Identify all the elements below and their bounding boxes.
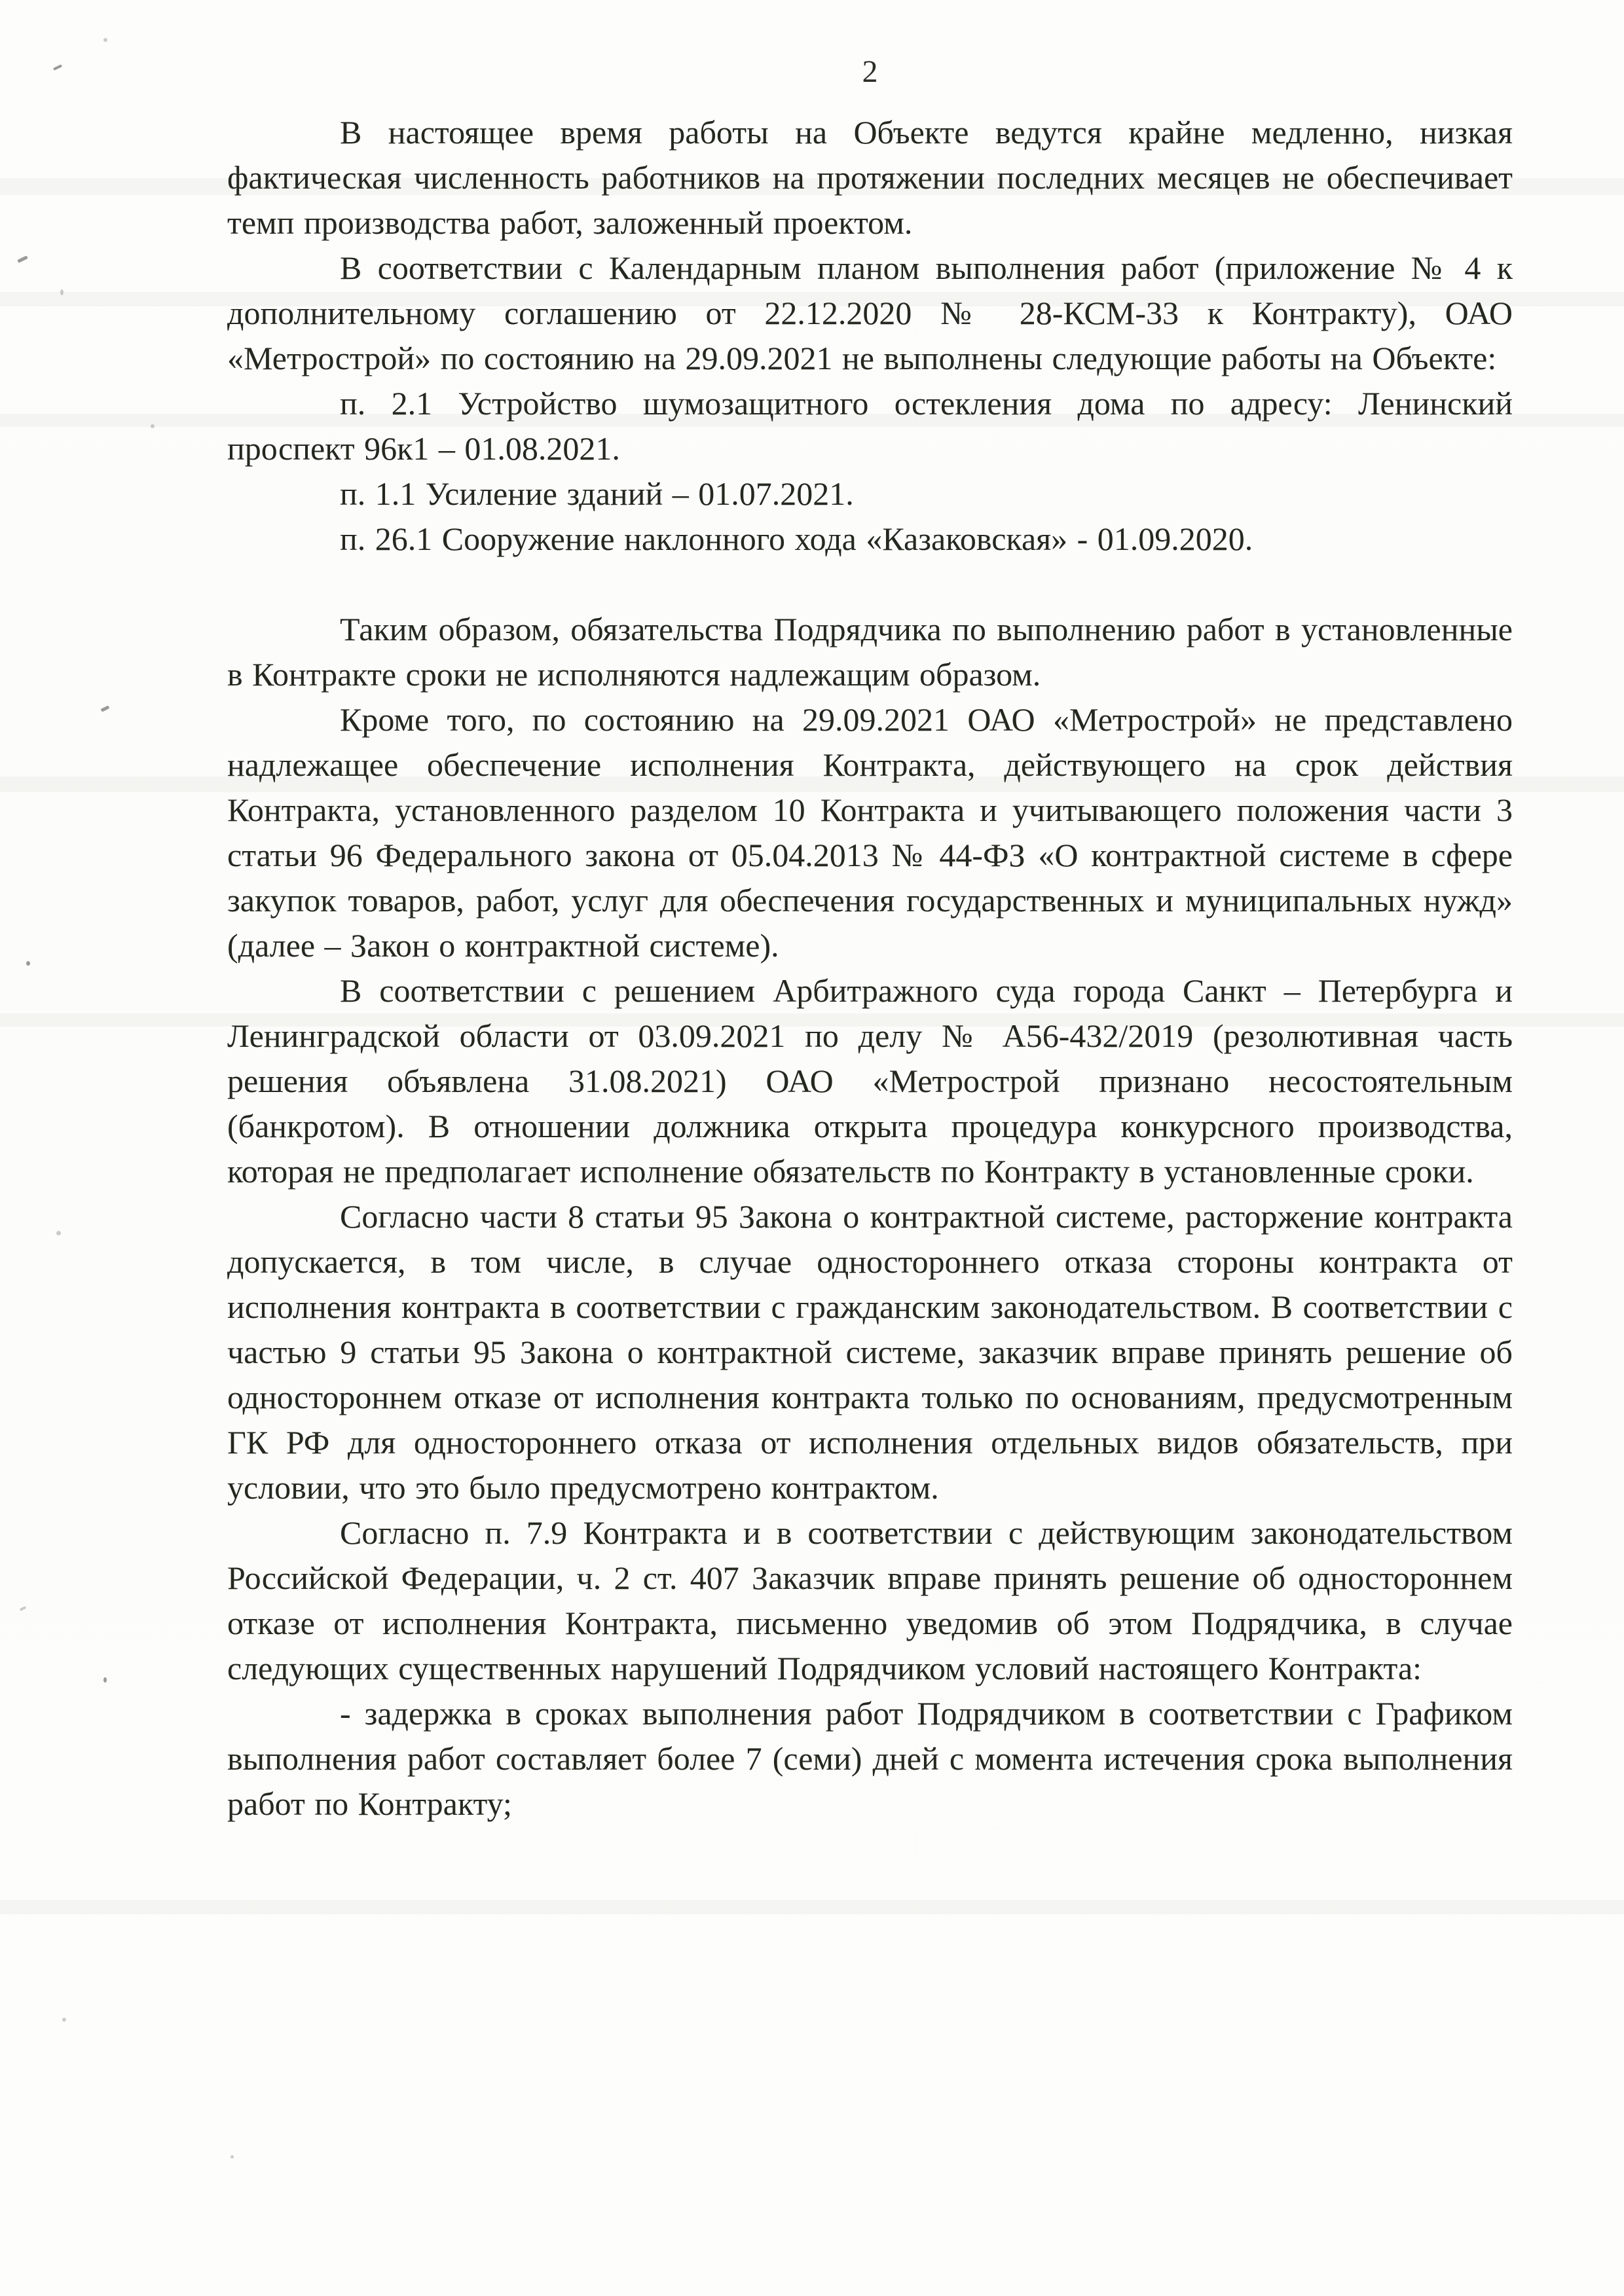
para-calendar-plan: В соответствии с Календарным планом выполнения работ (приложение № 4 к дополнительному соглашению от 22.12.2020 № 28-КСМ-33 к Контракту), ОАО «Метрострой» по состоянию на 29.09.2021 не выполнены следующие работы на Объекте: — [227, 249, 1513, 376]
para-contract-clause-7-9: Согласно п. 7.9 Контракта и в соответствии с действующим законодательством Российской Федерации, ч. 2 ст. 407 Заказчик вправе принять решение об одностороннем отказе от исполнения Контракта, письменно уведомив об этом Подрядчика, в случае следующих существенных нарушений Подрядчиком условий настоящего Контракта: — [227, 1514, 1513, 1686]
scan-artifact-band — [0, 1900, 1624, 1914]
item-p-2-1: п. 2.1 Устройство шумозащитного остекления дома по адресу: Ленинский проспект 96к1 – 01.08.2021. — [227, 385, 1513, 467]
page-number: 2 — [862, 54, 878, 89]
scan-speck — [60, 289, 64, 295]
para-law-article-95: Согласно части 8 статьи 95 Закона о контрактной системе, расторжение контракта допускается, в том числе, в случае одностороннего отказа стороны контракта от исполнения контракта в соответствии с гражданским законодательством. В соответствии с частью 9 статьи 95 Закона о контрактной системе, заказчик вправе принять решение об одностороннем отказе от исполнения контракта только по основаниям, предусмотренным ГК РФ для одностороннего отказа от исполнения отдельных видов обязательств, при условии, что это было предусмотрено контрактом. — [227, 1198, 1513, 1506]
scan-speck — [62, 2018, 66, 2022]
para-contract-security: Кроме того, по состоянию на 29.09.2021 ОАО «Метрострой» не представлено надлежащее обеспечение исполнения Контракта, действующего на срок действия Контракта, установленного разделом 10 Контракта и учитывающего положения части 3 статьи 96 Федерального закона от 05.04.2013 № 44-ФЗ «О контрактной системе в сфере закупок товаров, работ, услуг для обеспечения государственных и муниципальных нужд» (далее – Закон о контрактной системе). — [227, 701, 1513, 964]
scan-speck — [20, 1606, 27, 1611]
scan-speck — [151, 424, 155, 428]
scan-speck — [17, 255, 28, 263]
scan-speck — [56, 1231, 61, 1235]
item-p-26-1: п. 26.1 Сооружение наклонного хода «Казаковская» - 01.09.2020. — [340, 520, 1253, 557]
scan-speck — [26, 961, 30, 966]
para-conclusion-obligations: Таким образом, обязательства Подрядчика по выполнению работ в установленные в Контракте сроки не исполняются надлежащим образом. — [227, 611, 1513, 693]
scan-speck — [103, 1677, 107, 1683]
para-arbitration-decision: В соответствии с решением Арбитражного суда города Санкт – Петербурга и Ленинградской области от 03.09.2021 по делу № А56-432/2019 (резолютивная часть решения объявлена 31.08.2021) ОАО «Метрострой признано несостоятельным (банкротом). В отношении должника открыта процедура конкурсного производства, которая не предполагает исполнение обязательств по Контракту в установленные сроки. — [227, 972, 1513, 1190]
item-delay-of-works: - задержка в сроках выполнения работ Подрядчиком в соответствии с Графиком выполнения работ составляет более 7 (семи) дней с момента истечения срока выполнения работ по Контракту; — [227, 1695, 1513, 1822]
document-body — [227, 110, 1513, 1827]
para-current-state: В настоящее время работы на Объекте ведутся крайне медленно, низкая фактическая численность работников на протяжении последних месяцев не обеспечивает темп производства работ, заложенный проектом. — [227, 114, 1513, 241]
scan-speck — [103, 38, 107, 42]
scan-speck — [231, 2155, 234, 2159]
scan-speck — [53, 64, 62, 71]
item-p-1-1: п. 1.1 Усиление зданий – 01.07.2021. — [340, 475, 854, 512]
scan-speck — [101, 705, 110, 712]
